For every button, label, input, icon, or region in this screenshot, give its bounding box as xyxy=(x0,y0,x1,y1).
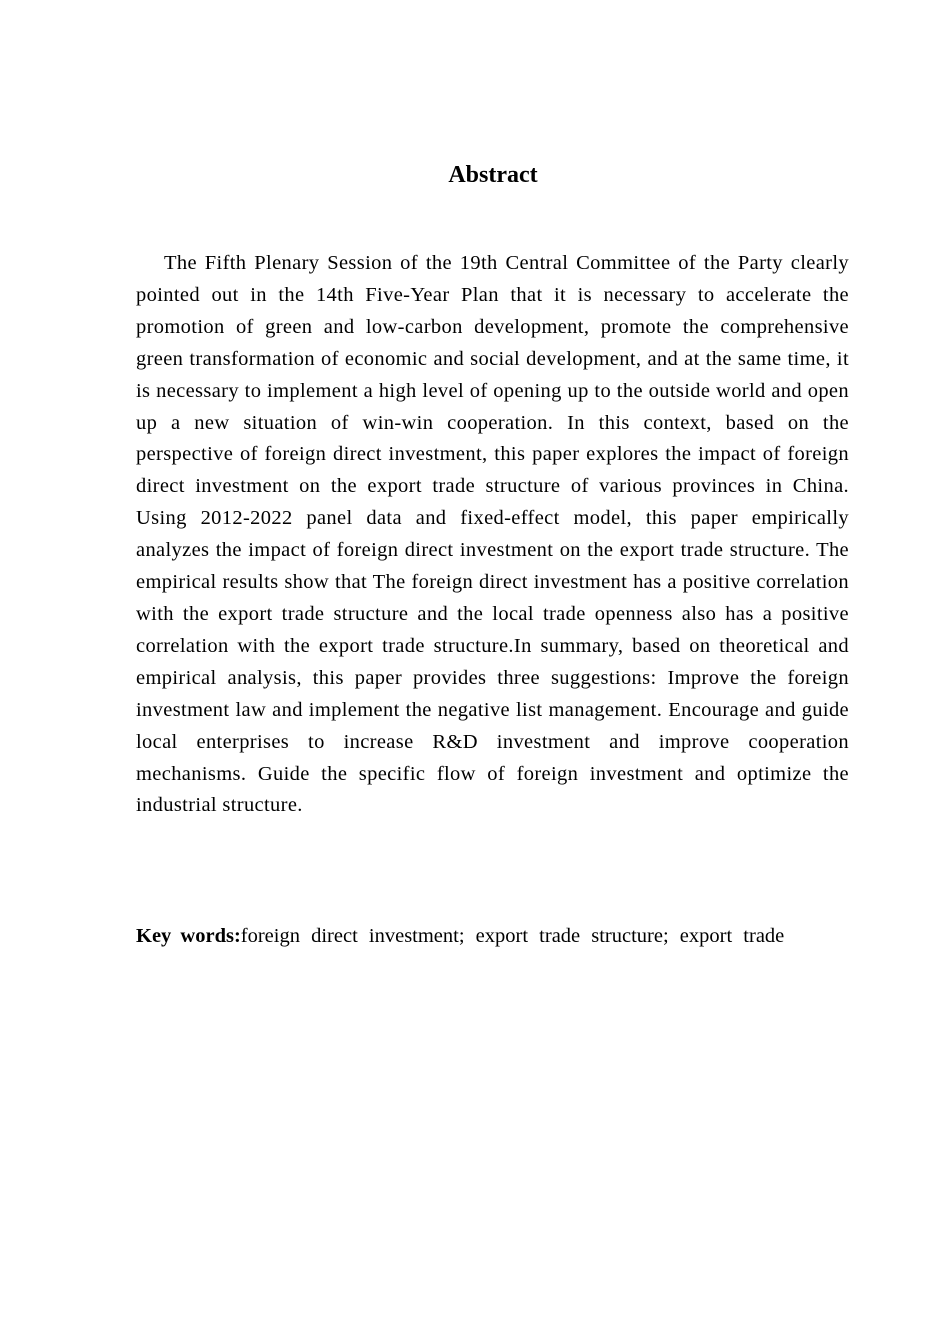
abstract-title: Abstract xyxy=(448,162,538,188)
abstract-body: The Fifth Plenary Session of the 19th Central Committee of the Party clearly pointed out in the 14th Five-Year Plan that it is necessary to accelerate the promotion of green and low-carbon development, promote the comprehensive green transformation of economic and social development, and at the same time, it is necessary to implement a high level of opening up to the outside world and open up a new situation of win-win cooperation. In this context, based on the perspective of foreign direct investment, this paper explores the impact of foreign direct investment on the export trade structure of various provinces in China. Using 2012-2022 panel data and fixed-effect model, this paper empirically analyzes the impact of foreign direct investment on the export trade structure. The empirical results show that The foreign direct investment has a positive correlation with the export trade structure and the local trade openness also has a positive correlation with the export trade structure.In summary, based on theoretical and empirical analysis, this paper provides three suggestions: Improve the foreign investment law and implement the negative list management. Encourage and guide local enterprises to increase R&D investment and improve cooperation mechanisms. Guide the specific flow of foreign investment and optimize the industrial structure. xyxy=(136,252,849,817)
keywords-text: foreign direct investment; export trade structure; export trade xyxy=(240,925,785,947)
keywords-line xyxy=(136,920,849,952)
keywords-label: Key words: xyxy=(136,925,241,947)
